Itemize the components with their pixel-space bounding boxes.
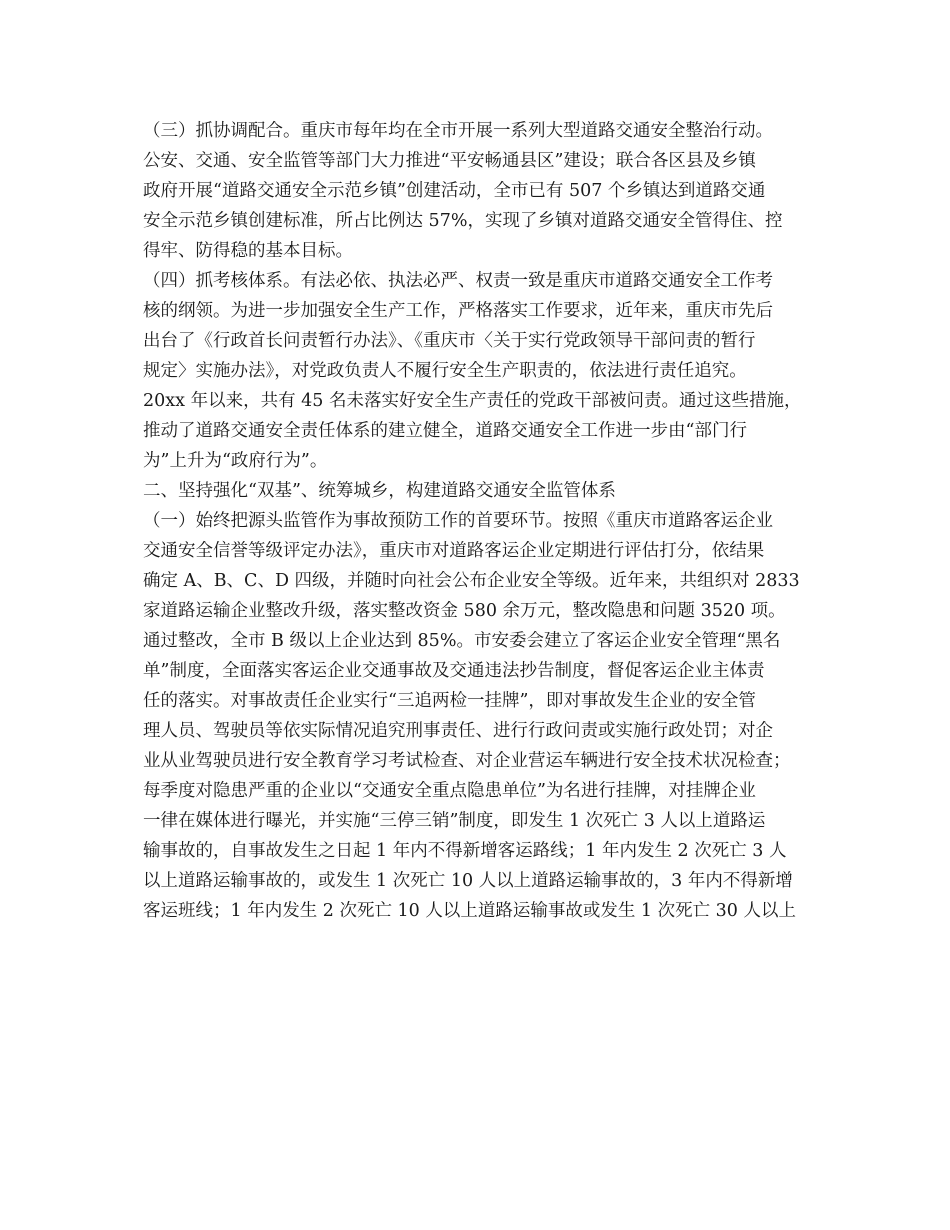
text-line: 单”制度，全面落实客运企业交通事故及交通违法抄告制度，督促客运企业主体责: [143, 661, 765, 681]
text-line: （一）始终把源头监管作为事故预防工作的首要环节。按照《重庆市道路客运企业: [143, 511, 773, 531]
text-line: 以上道路运输事故的，或发生 1 次死亡 10 人以上道路运输事故的，3 年内不得新增: [143, 871, 793, 891]
text-line: 公安、交通、安全监管等部门大力推进“平安畅通县区”建设；联合各区县及乡镇: [143, 151, 756, 171]
text-line: 每季度对隐患严重的企业以“交通安全重点隐患单位”为名进行挂牌，对挂牌企业: [143, 781, 756, 801]
text-line: 安全示范乡镇创建标准，所占比例达 57%，实现了乡镇对道路交通安全管得住、控: [143, 211, 783, 231]
text-line: 规定〉实施办法》，对党政负责人不履行安全生产职责的，依法进行责任追究。: [143, 361, 747, 381]
text-line: 客运班线；1 年内发生 2 次死亡 10 人以上道路运输事故或发生 1 次死亡 30 人以上: [143, 901, 797, 921]
text-line: 得牢、防得稳的基本目标。: [143, 241, 353, 261]
text-line: 推动了道路交通安全责任体系的建立健全，道路交通安全工作进一步由“部门行: [143, 421, 747, 441]
text-line: 理人员、驾驶员等依实际情况追究刑事责任、进行行政问责或实施行政处罚；对企: [143, 721, 773, 741]
text-line: 输事故的，自事故发生之日起 1 年内不得新增客运路线；1 年内发生 2 次死亡 3 人: [143, 841, 787, 861]
document-body: [143, 116, 823, 926]
text-line: （三）抓协调配合。重庆市每年均在全市开展一系列大型道路交通安全整治行动。: [143, 121, 773, 141]
text-line: 核的纲领。为进一步加强安全生产工作，严格落实工作要求，近年来，重庆市先后: [143, 301, 773, 321]
text-line: 二、坚持强化“双基”、统筹城乡，构建道路交通安全监管体系: [143, 481, 616, 501]
text-line: 一律在媒体进行曝光，并实施“三停三销”制度，即发生 1 次死亡 3 人以上道路运: [143, 811, 766, 831]
text-line: 出台了《行政首长问责暂行办法》、《重庆市〈关于实行党政领导干部问责的暂行: [143, 331, 756, 351]
text-line: （四）抓考核体系。有法必依、执法必严、权责一致是重庆市道路交通安全工作考: [143, 271, 773, 291]
text-line: 确定 A、B、C、D 四级，并随时向社会公布企业安全等级。近年来，共组织对 2833: [143, 571, 800, 591]
text-line: 政府开展“道路交通安全示范乡镇”创建活动，全市已有 507 个乡镇达到道路交通: [143, 181, 766, 201]
text-line: 20xx 年以来，共有 45 名未落实好安全生产责任的党政干部被问责。通过这些措施，: [143, 391, 802, 411]
text-line: 交通安全信誉等级评定办法》，重庆市对道路客运企业定期进行评估打分，依结果: [143, 541, 765, 561]
text-line: 为”上升为“政府行为”。: [143, 451, 328, 471]
text-line: 通过整改，全市 B 级以上企业达到 85%。市安委会建立了客运企业安全管理“黑名: [143, 631, 781, 651]
text-line: 任的落实。对事故责任企业实行“三追两检一挂牌”，即对事故发生企业的安全管: [143, 691, 756, 711]
text-line: 业从业驾驶员进行安全教育学习考试检查、对企业营运车辆进行安全技术状况检查；: [143, 751, 791, 771]
text-line: 家道路运输企业整改升级，落实整改资金 580 余万元，整改隐患和问题 3520 项。: [143, 601, 786, 621]
